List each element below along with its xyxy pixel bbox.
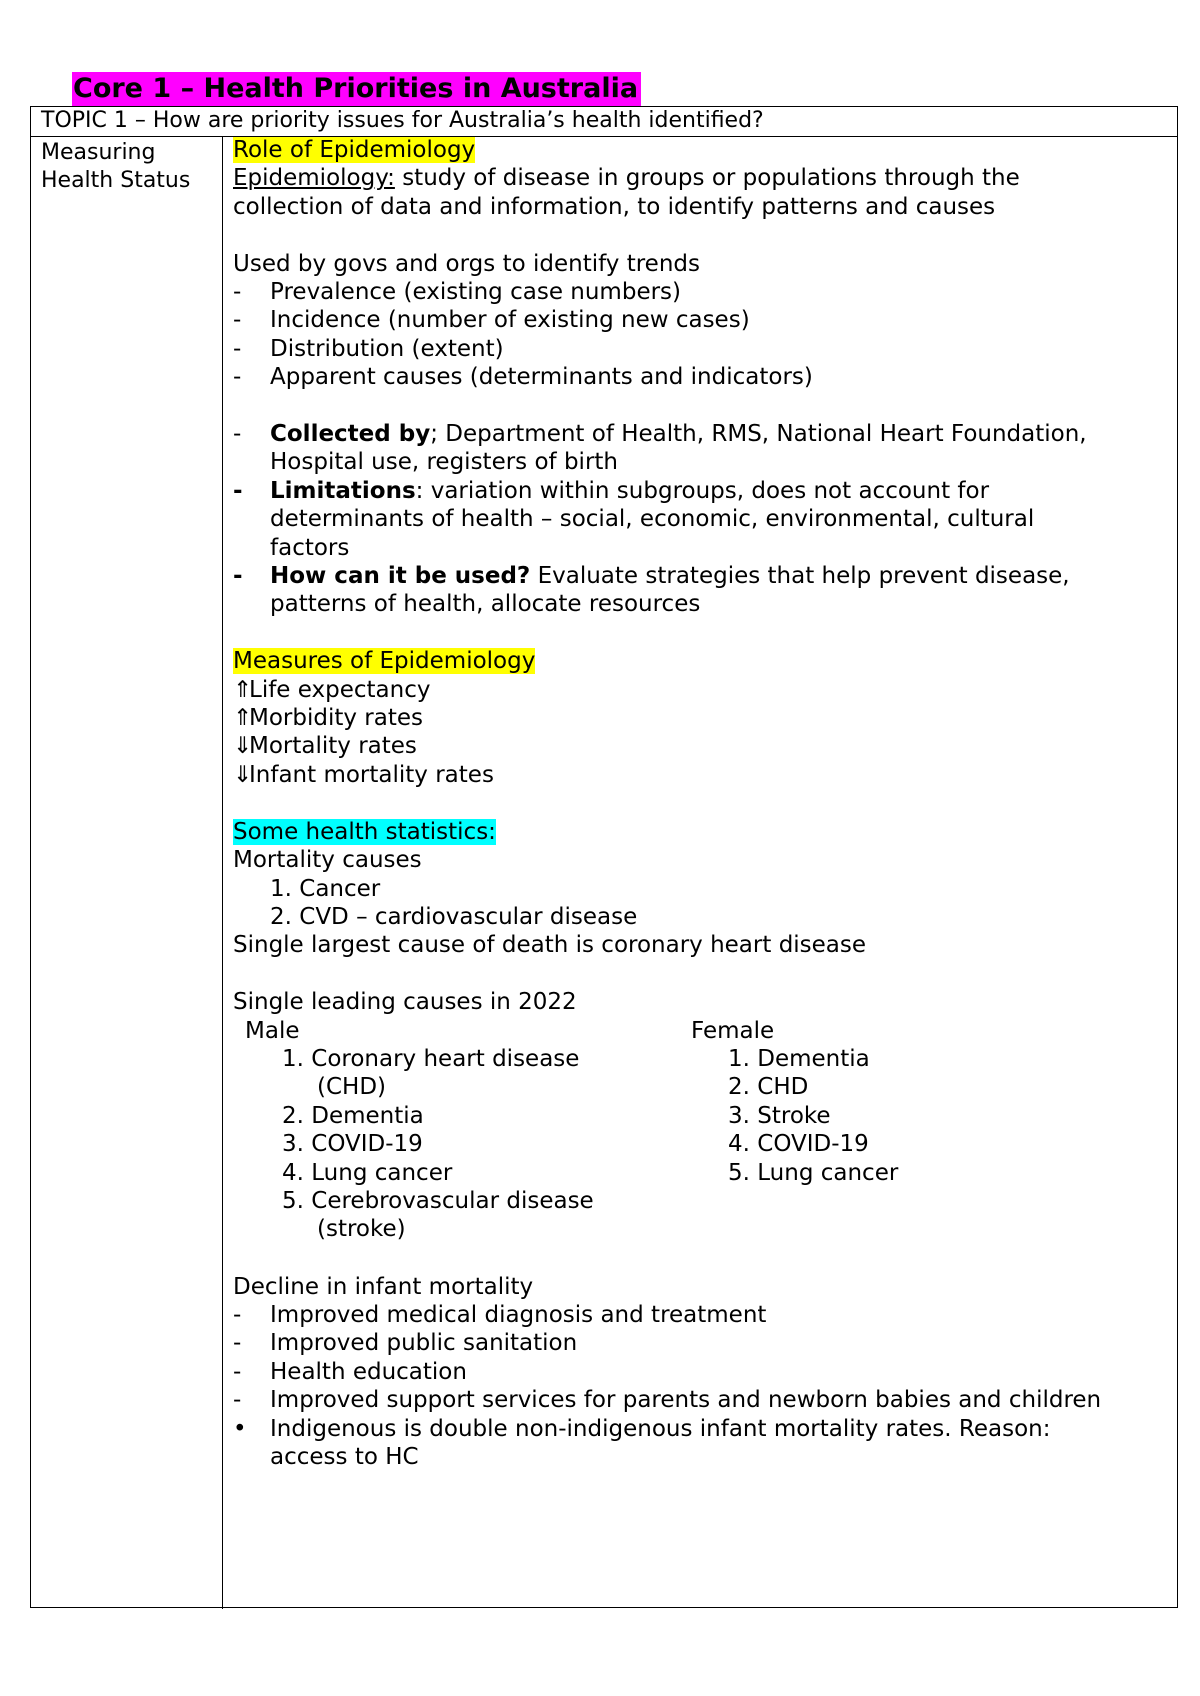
list-item: - Improved public sanitation: [233, 1330, 578, 1357]
measures-heading: Measures of Epidemiology: [233, 648, 536, 675]
epidemiology-definition: study of disease in groups or populations through the: [394, 165, 1020, 192]
list-item: 4. Lung cancer: [282, 1159, 453, 1186]
how-used-item: - How can it be used? Evaluate strategies that help prevent disease, patterns of health, allocate resources: [233, 563, 1070, 618]
page-title: Core 1 – Health Priorities in Australia: [72, 72, 641, 106]
list-item: - Apparent causes (determinants and indicators): [233, 364, 813, 391]
list-item-cont: (stroke): [317, 1216, 406, 1243]
list-item: - Improved support services for parents and newborn babies and children: [233, 1387, 1102, 1414]
list-item: 3. Stroke: [728, 1102, 831, 1129]
section-label: [41, 139, 219, 195]
single-largest-text: Single largest cause of death is coronary heart disease: [233, 932, 867, 959]
list-item: 1. Dementia: [728, 1045, 870, 1072]
list-item: 2. Dementia: [282, 1102, 424, 1129]
indigenous-item: • Indigenous is double non-indigenous infant mortality rates. Reason: access to HC: [233, 1415, 1051, 1470]
list-item: 2. CHD: [728, 1074, 809, 1101]
female-label: Female: [691, 1017, 775, 1044]
male-column: [245, 1017, 665, 1244]
column-divider: [222, 137, 223, 1609]
list-item: 1. Coronary heart disease: [282, 1045, 580, 1072]
male-label: Male: [245, 1017, 300, 1044]
list-item: 2. CVD – cardiovascular disease: [270, 903, 638, 930]
measure-item: ⇑Life expectancy: [233, 676, 431, 703]
limitations-item: - Limitations: variation within subgroups, does not account for determinants of health – social, economic, environmental, cultural factors: [233, 477, 1035, 561]
up-arrow-icon: ⇑: [233, 705, 253, 732]
down-arrow-icon: ⇓: [233, 761, 253, 788]
role-heading: Role of Epidemiology: [233, 137, 476, 163]
stats-heading: Some health statistics:: [233, 818, 496, 845]
list-item: 3. COVID-19: [282, 1131, 423, 1158]
mortality-causes-label: Mortality causes: [233, 847, 422, 874]
bullet-icon: •: [233, 1415, 247, 1442]
list-item: - Incidence (number of existing new cases): [233, 307, 750, 334]
list-item-cont: (CHD): [317, 1074, 387, 1101]
up-arrow-icon: ⇑: [233, 676, 253, 703]
list-item: - Health education: [233, 1358, 467, 1385]
measure-item: ⇓Mortality rates: [233, 733, 417, 760]
notes-content: [233, 136, 1173, 1471]
measure-item: ⇑Morbidity rates: [233, 705, 423, 732]
list-item: - Improved medical diagnosis and treatment: [233, 1301, 767, 1328]
list-item: 4. COVID-19: [728, 1131, 869, 1158]
section-label-line: Measuring: [41, 140, 156, 165]
list-item: - Prevalence (existing case numbers): [233, 279, 682, 306]
used-by-text: Used by govs and orgs to identify trends: [233, 250, 700, 277]
section-label-line: Health Status: [41, 168, 191, 193]
topic-header: TOPIC 1 – How are priority issues for Australia’s health identified?: [31, 107, 1177, 137]
collected-by-item: - Collected by; Department of Health, RMS, National Heart Foundation, Hospital use, registers of birth: [233, 421, 1087, 476]
decline-heading: Decline in infant mortality: [233, 1273, 534, 1300]
female-column: [691, 1017, 1111, 1187]
down-arrow-icon: ⇓: [233, 733, 253, 760]
measure-item: ⇓Infant mortality rates: [233, 761, 494, 788]
list-item: 5. Cerebrovascular disease: [282, 1187, 594, 1214]
leading-causes-heading: Single leading causes in 2022: [233, 989, 577, 1016]
list-item: - Distribution (extent): [233, 335, 504, 362]
list-item: 5. Lung cancer: [728, 1159, 899, 1186]
epidemiology-term: Epidemiology:: [233, 165, 395, 192]
epidemiology-definition-cont: collection of data and information, to identify patterns and causes: [233, 193, 996, 220]
list-item: 1. Cancer: [270, 875, 381, 902]
leading-causes-columns: [233, 1017, 1173, 1273]
